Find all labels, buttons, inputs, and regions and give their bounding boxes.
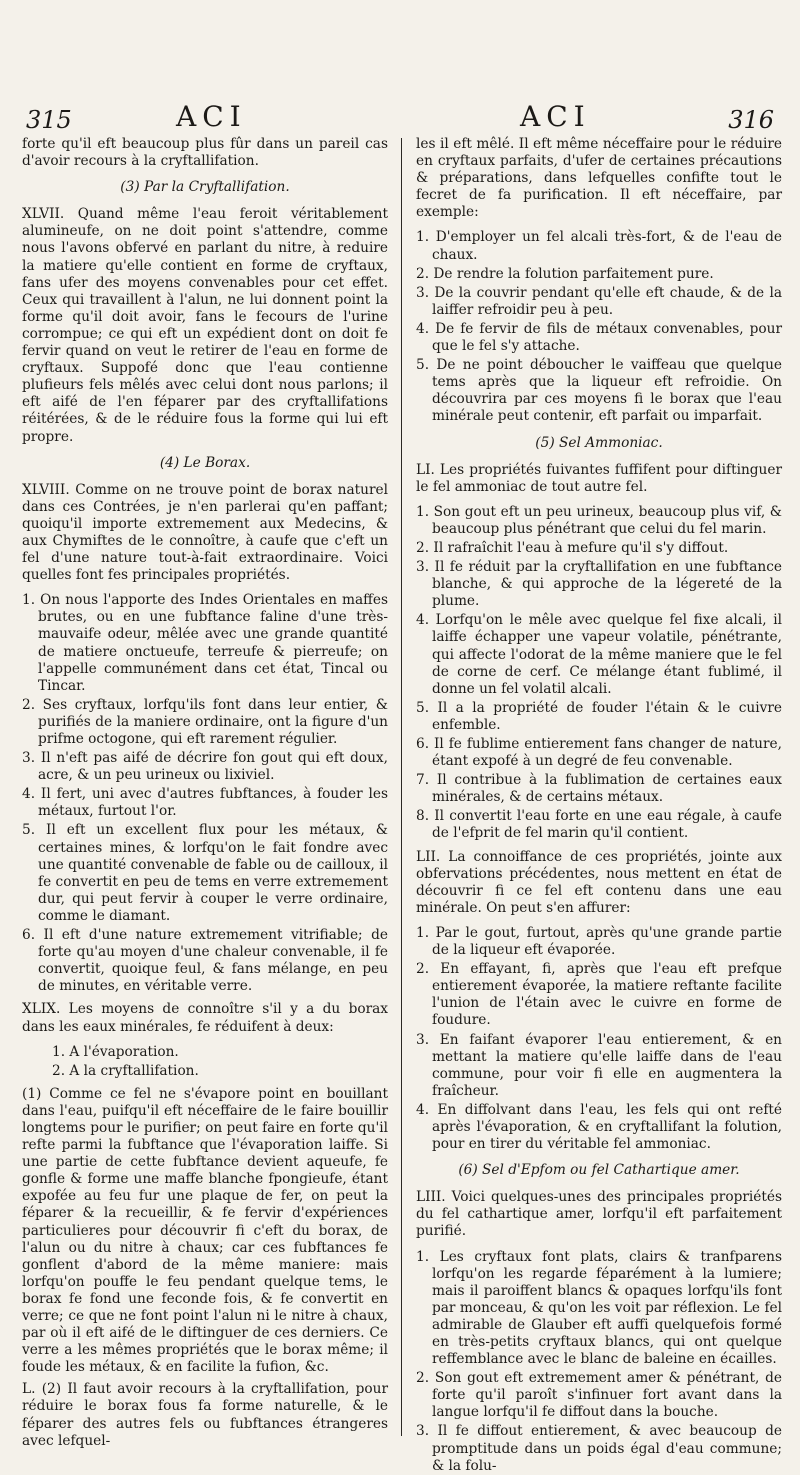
paragraph-l: L. (2) Il faut avoir recours à la cryftallifation, pour réduire le borax fous fa forme naturelle, & le féparer des autres fels ou fubftances étrangeres avec lefquel- — [22, 1381, 388, 1449]
list-item: 6. Il fe fublime entierement fans changer de nature, étant expofé à un degré de feu convenable. — [416, 736, 782, 770]
right-page-number: 316 — [728, 106, 774, 134]
column-divider — [401, 138, 402, 1436]
left-running-head: ACI — [176, 100, 247, 133]
list-item: 5. Il eft un excellent flux pour les métaux, & certaines mines, & lorfqu'on le fait fondre avec une quantité convenable de fable ou de cailloux, il fe convertit en peu de tems en verre extremement dur, qui peut fervir à couper le verre ordinaire, comme le diamant. — [22, 822, 388, 924]
list-item: 2. En effayant, fi, après que l'eau eft prefque entierement évaporée, la matiere reftante facilite l'union de l'étain avec le cuivre en forme de foudure. — [416, 961, 782, 1029]
right-column — [416, 136, 782, 1474]
list-item: 4. De fe fervir de fils de métaux convenables, pour que le fel s'y attache. — [416, 320, 782, 355]
list-item: 7. Il contribue à la fublimation de certaines eaux minérales, & de certains métaux. — [416, 772, 782, 806]
epsom-properties-list — [416, 1249, 782, 1475]
paragraph-xlviii: XLVIII. Comme on ne trouve point de borax naturel dans ces Contrées, je n'en parlerai qu'en paffant; quoiqu'il importe extremement aux Medecins, & aux Chymiftes de le connoître, à caufe que c'eft un fel d'une nature tout-à-fait extraordinaire. Voici quelles font fes principales propriétés. — [22, 481, 388, 584]
list-item: 3. Il fe diffout entierement, & avec beaucoup de promptitude dans un poids égal d'eau commune; & la folu- — [416, 1423, 782, 1474]
left-page-number: 315 — [26, 106, 72, 134]
paragraph-xlix: XLIX. Les moyens de connoître s'il y a du borax dans les eaux minérales, fe réduifent à deux: — [22, 1001, 388, 1035]
list-item: 2. A la cryftallifation. — [52, 1062, 199, 1079]
list-item: 3. Il fe réduit par la cryftallifation en une fubftance blanche, & qui approche de la légereté de la plume. — [416, 559, 782, 610]
section-heading-epsom: (6) Sel d'Epfom ou fel Cathartique amer. — [458, 1162, 740, 1179]
paragraph-lii: LII. La connoiffance de ces propriétés, jointe aux obfervations précédentes, nous mettent en état de découvrir fi ce fel eft contenu dans une eau minérale. On peut s'en affurer: — [416, 848, 782, 916]
list-item: 5. Il a la propriété de fouder l'étain & le cuivre enfemble. — [416, 699, 782, 733]
list-item: 2. De rendre la folution parfaitement pure. — [416, 265, 714, 282]
list-item: 3. Il n'eft pas aifé de décrire fon gout qui eft doux, acre, & un peu urineux ou lixiviel. — [22, 750, 388, 784]
list-item: 5. De ne point déboucher le vaiffeau que quelque tems après que la liqueur eft refroidie. On découvrira par ces moyens fi le borax que l'eau minérale peut contenir, eft parfait ou imparfait. — [416, 357, 782, 425]
paragraph-liii: LIII. Voici quelques-unes des principales propriétés du fel cathartique amer, lorfqu'il eft parfaitement purifié. — [416, 1189, 782, 1240]
detection-methods-list — [22, 1044, 388, 1080]
section-heading-borax: (4) Le Borax. — [159, 454, 251, 471]
list-item: 8. Il convertit l'eau forte en une eau régale, à caufe de l'efprit de fel marin qu'il contient. — [416, 808, 782, 842]
right-running-head: ACI — [520, 100, 591, 133]
list-item: 1. Son gout eft un peu urineux, beaucoup plus vif, & beaucoup plus pénétrant que celui du fel marin. — [416, 503, 782, 537]
list-item: 4. Lorfqu'on le mêle avec quelque fel fixe alcali, il laiffe échapper une vapeur volatile, pénétrante, qui affecte l'odorat de la même maniere que le fel de corne de cerf. Ce mélange étant fublimé, il donne un fel volatil alcali. — [416, 612, 782, 697]
paragraph-li: LI. Les propriétés fuivantes fuffifent pour diftinguer le fel ammoniac de tout autre fel. — [416, 461, 782, 495]
list-item: 1. On nous l'apporte des Indes Orientales en maffes brutes, ou en une fubftance faline d'une très-mauvaife odeur, mêlée avec une grande quantité de matiere onctueufe, terreufe & pierreufe; on l'appelle communément dans cet état, Tincal ou Tincar. — [22, 592, 388, 694]
list-item: 3. De la couvrir pendant qu'elle eft chaude, & de la laiffer refroidir peu à peu. — [416, 284, 782, 318]
list-item: 4. Il fert, uni avec d'autres fubftances, à fouder les métaux, furtout l'or. — [22, 786, 388, 820]
list-item: 1. Les cryftaux font plats, clairs & tranfparens lorfqu'on les regarde féparément à la lumiere; mais il paroiffent blancs & opaques lorfqu'ils font par monceau, & qu'on les voit par réflexion. Le fel admirable de Glauber eft auffi quelquefois formé en très-petits cryftaux blancs, qui ont quelque reffemblance avec le blanc de baleine en écailles. — [416, 1248, 782, 1368]
continuation-text: forte qu'il eft beaucoup plus fûr dans un pareil cas d'avoir recours à la cryftallifation. — [22, 136, 388, 170]
ammoniac-properties-list — [416, 504, 782, 843]
list-item: 6. Il eft d'une nature extremement vitrifiable; de forte qu'au moyen d'une chaleur convenable, il fe convertit, quoique feul, & fans mélange, en peu de minutes, en véritable verre. — [22, 927, 388, 995]
list-item: 1. D'employer un fel alcali très-fort, & de l'eau de chaux. — [416, 229, 782, 263]
list-item: 1. A l'évaporation. — [52, 1043, 179, 1060]
ammoniac-tests-list — [416, 925, 782, 1153]
list-item: 2. Son gout eft extremement amer & pénétrant, de forte qu'il paroît s'infinuer fort avant dans la langue lorfqu'il fe diffout dans la bouche. — [416, 1370, 782, 1421]
section-heading-crystallisation: (3) Par la Cryftallifation. — [120, 179, 290, 196]
paragraph-xlvii: XLVII. Quand même l'eau feroit véritablement alumineufe, on ne doit point s'attendre, comme nous l'avons obfervé en parlant du nitre, à reduire la matiere qu'elle contient en forme de cryftaux, fans ufer des moyens convenables pour cet effet. Ceux qui travaillent à l'alun, ne lui donnent point la forme qu'il doit avoir, fans le fecours de l'urine corrompue; ce qui eft un expédient dont on doit fe fervir quand on veut le retirer de l'eau en forme de cryftaux. Suppofé donc que l'eau contienne plufieurs fels mêlés avec celui dont nous parlons; il eft aifé de l'en féparer par des cryftallifations réitérées, & de le réduire fous la forme qui lui eft propre. — [22, 206, 388, 445]
borax-properties-list — [22, 592, 388, 995]
list-item: 1. Par le gout, furtout, après qu'une grande partie de la liqueur eft évaporée. — [416, 924, 782, 959]
left-column — [22, 136, 388, 1449]
list-item: 4. En diffolvant dans l'eau, les fels qui ont refté après l'évaporation, & en cryftallifant la folution, pour en tirer du véritable fel ammoniac. — [416, 1101, 782, 1153]
list-item: 2. Ses cryftaux, lorfqu'ils font dans leur entier, & purifiés de la maniere ordinaire, ont la figure d'un prifme octogone, qui eft rarement régulier. — [22, 696, 388, 747]
purification-steps-list — [416, 229, 782, 425]
list-item: 3. En faifant évaporer l'eau entierement, & en mettant la matiere qu'elle laiffe dans de l'eau commune, pour voir fi elle en augmentera la fraîcheur. — [416, 1031, 782, 1099]
continuation-text: les il eft mêlé. Il eft même néceffaire pour le réduire en cryftaux parfaits, d'ufer de certaines précautions & préparations, dans lefquelles confifte tout le fecret de fa purification. Il eft néceffaire, par exemple: — [416, 136, 782, 221]
section-heading-ammoniac: (5) Sel Ammoniac. — [535, 434, 663, 451]
list-item: 2. Il rafraîchit l'eau à mefure qu'il s'y diffout. — [416, 539, 729, 556]
paragraph-evaporation: (1) Comme ce fel ne s'évapore point en bouillant dans l'eau, puifqu'il eft néceffaire de le faire bouillir longtems pour le purifier; on peut faire en forte qu'il refte parmi la fubftance que l'évaporation laiffe. Si une partie de cette fubftance devient aqueufe, fe gonfle & forme une maffe blanche fpongieufe, étant expofée au feu fur une plaque de fer, on peut la féparer & la recueillir, & fe fervir d'expériences particulieres pour découvrir fi c'eft du borax, de l'alun ou du nitre à chaux; car ces fubftances fe gonflent d'abord de la même maniere: mais lorfqu'on pouffe le feu pendant quelque tems, le borax fe fond une feconde fois, & fe convertit en verre; ce que ne font point l'alun ni le nitre à chaux, par où il eft aifé de le diftinguer de ces derniers. Ce verre a les mêmes propriétés que le borax même; il foude les métaux, & en facilite la fufion, &c. — [22, 1085, 388, 1376]
